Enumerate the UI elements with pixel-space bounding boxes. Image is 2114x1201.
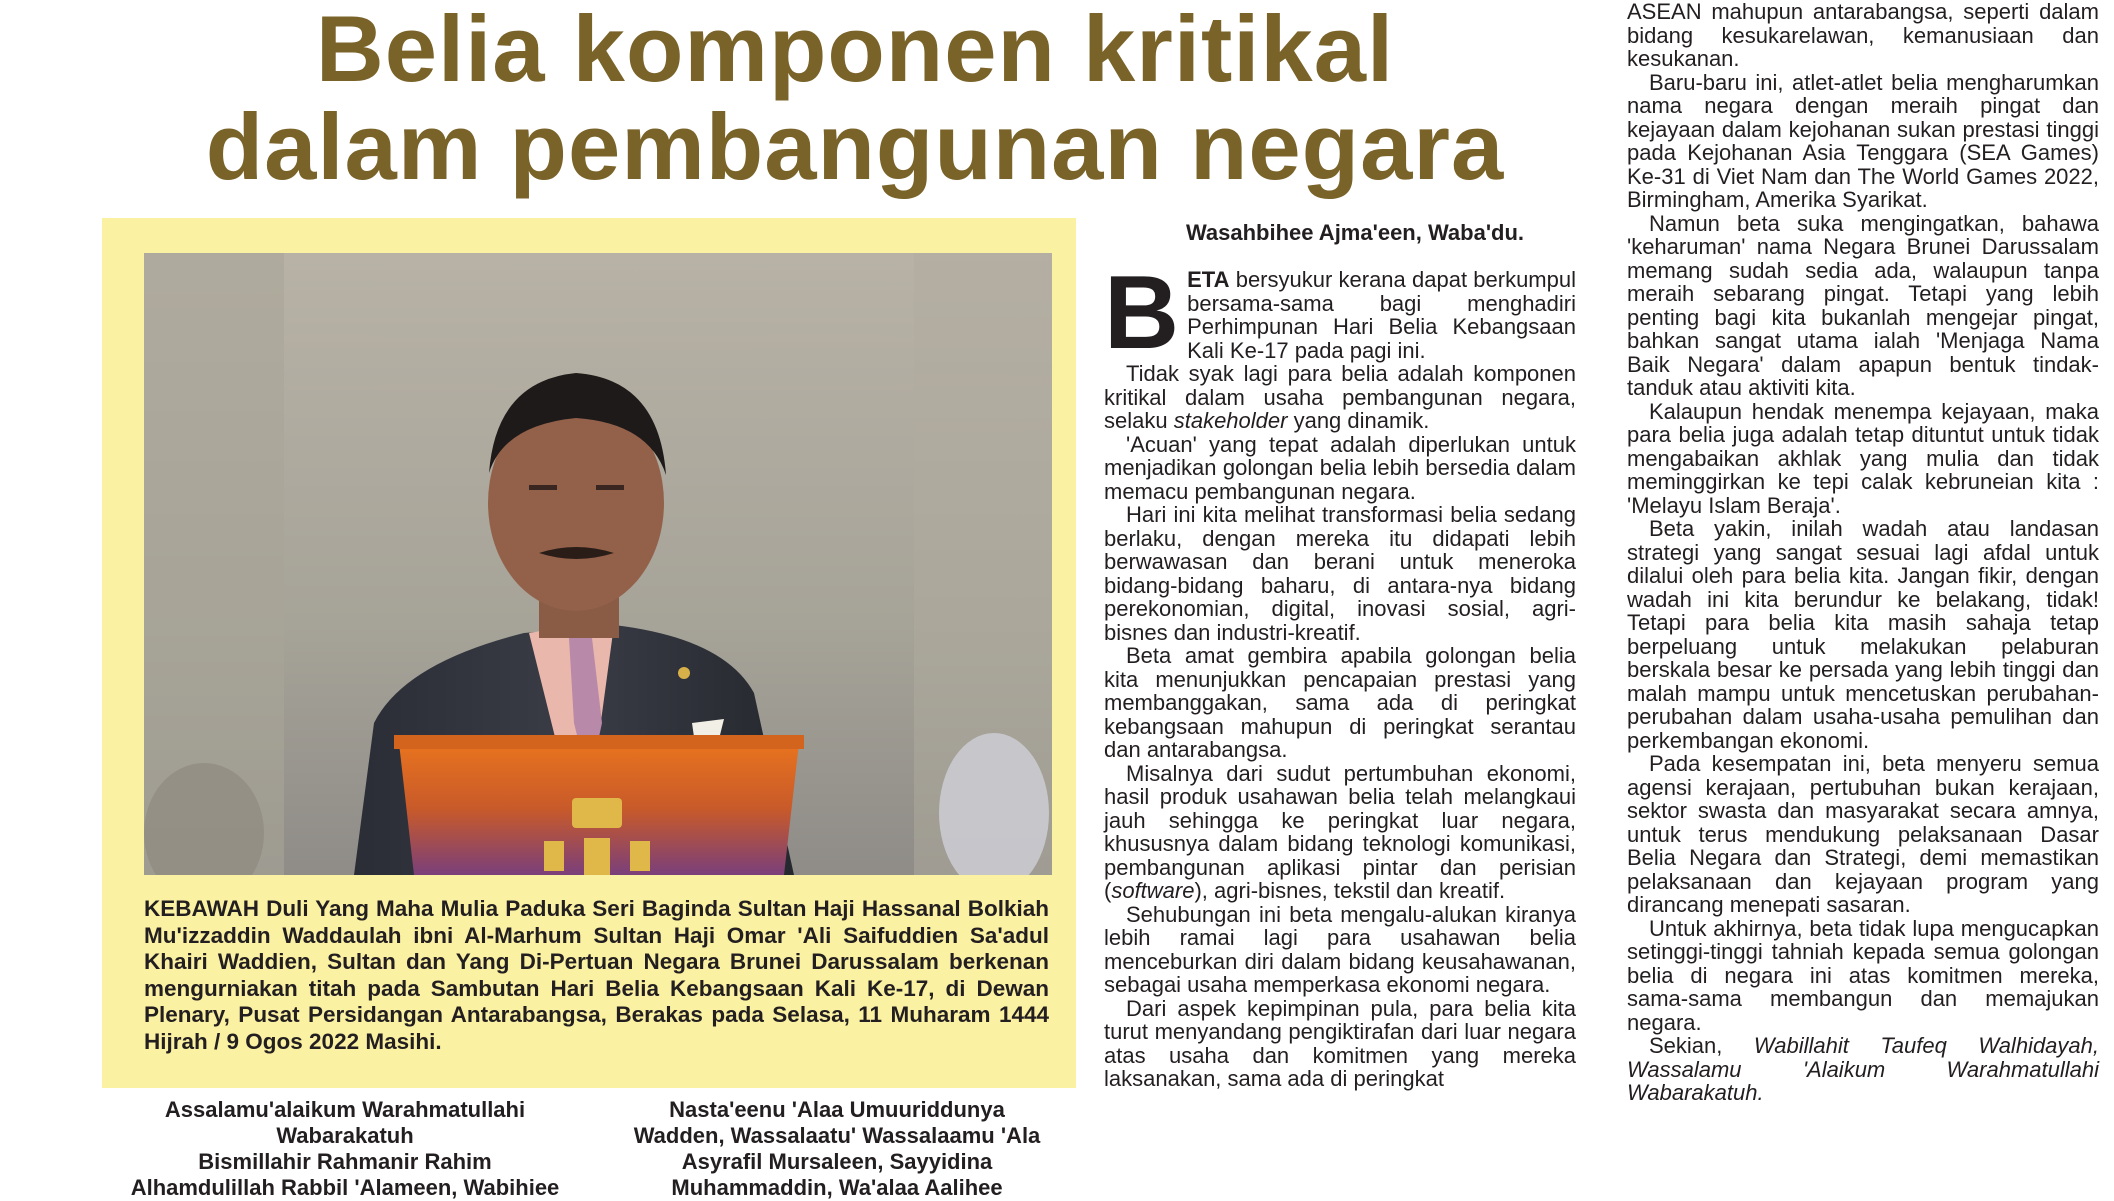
paragraph: Namun beta suka mengingatkan, bahawa 'keharuman' nama Negara Brunei Darussalam memang sudah sedia ada, walaupun tanpa meraih sebarang pingat. Tetapi yang lebih penting bagi kita bukanlah mengejar pingat, bahkan sangat utama ialah 'Menjaga Nama Baik Negara' dalam apapun bentuk tindak-tanduk atau aktiviti kita. [1627,210,2099,400]
paragraph: Untuk akhirnya, beta tidak lupa mengucapkan setinggi-tinggi tahniah kepada semua golongan belia di negara ini atas komitmen mereka, sama-sama membangun dan memajukan negara. [1627,915,2099,1035]
column-subhead: Wasahbihee Ajma'een, Waba'du. [1185,220,1525,245]
paragraph: Beta yakin, inilah wadah atau landasan strategi yang sangat sesuai lagi afdal untuk dilalui oleh para belia kita. Jangan fikir, dengan wadah ini kita berundur ke belakang, tidak! Tetapi para belia kita masih sahaja tetap berpeluang untuk melakukan pelaburan berskala besar ke persada yang lebih tinggi dan malah mampu untuk mencetuskan perubahan-perubahan dalam usaha-usaha pemulihan dan perkembangan ekonomi. [1627,516,2099,753]
drop-cap: B [1104,255,1180,371]
greeting-right-line-3: Asyrafil Mursaleen, Sayyidina [681,1149,993,1174]
photo-sultan-podium [144,253,1052,875]
paragraph-italic: Wabillahit Taufeq Walhidayah, Wassalamu 'Alaikum Warahmatullahi Wabarakatuh. [1627,1033,2099,1105]
greeting-right-line-4: Muhammaddin, Wa'alaa Aalihee [671,1175,1003,1200]
paragraph-text: Tidak syak lagi para belia adalah komponen kritikal dalam usaha pembangunan negara, selaku [1104,361,1576,433]
headline-line-1: Belia komponen kritikal [315,0,1395,101]
greeting-right-line-1: Nasta'eenu 'Alaa Umuuriddunya [669,1097,1005,1122]
paragraph-text: Misalnya dari sudut pertumbuhan ekonomi, hasil produk usahawan belia telah melangkaui jauh sehingga ke peringkat luar negara, khususnya dalam bidang teknologi komunikasi, pembangunan aplikasi pintar dan perisian ( [1104,760,1576,903]
photo-illustration [144,253,1052,875]
paragraph-lead: ETA [1187,267,1230,292]
photo-caption-box [102,218,1076,1088]
article-column-3 [1627,0,2099,1105]
greeting-left-line-2: Wabarakatuh [276,1123,414,1148]
paragraph: Sehubungan ini beta mengalu-alukan kiranya lebih ramai lagi para usahawan belia menceburkan diri dalam bidang keusahawanan, sebagai usaha memperkasa ekonomi negara. [1104,901,1576,997]
paragraph: 'Acuan' yang tepat adalah diperlukan untuk menjadikan golongan belia lebih bersedia dalam memacu pembangunan negara. [1104,431,1576,504]
article-column-2 [1104,255,1576,1091]
paragraph: Kalaupun hendak menempa kejayaan, maka para belia juga adalah tetap dituntut untuk tidak mengabaikan akhlak yang mulia dan tidak meminggirkan ke tepi calak kebruneian kita : 'Melayu Islam Beraja'. [1627,398,2099,518]
paragraph [1104,762,1576,903]
paragraph-text: ), agri-bisnes, tekstil dan kreatif. [1194,878,1506,903]
paragraph-text: Sekian, [1649,1033,1754,1058]
greeting-left [100,1097,590,1201]
paragraph-text: bersyukur kerana dapat berkumpul bersama-sama bagi menghadiri Perhimpunan Hari Belia Kebangsaan Kali Ke-17 pada pagi ini. [1187,267,1576,363]
greeting-left-line-3: Bismillahir Rahmanir Rahim [198,1149,492,1174]
paragraph [1104,255,1576,371]
paragraph [1627,1034,2099,1105]
greeting-right [612,1097,1062,1201]
paragraph: Beta amat gembira apabila golongan belia kita menunjukkan pencapaian prestasi yang membanggakan, sama ada di peringkat kebangsaan mahupun di peringkat serantau dan antarabangsa. [1104,643,1576,762]
photo-caption: KEBAWAH Duli Yang Maha Mulia Paduka Seri Baginda Sultan Haji Hassanal Bolkiah Mu'izzaddin Waddaulah ibni Al-Marhum Sultan Haji Omar 'Ali Saifuddien Sa'adul Khairi Waddien, Sultan dan Yang Di-Pertuan Negara Brunei Darussalam berkenan mengurniakan titah pada Sambutan Hari Belia Kebangsaan Kali Ke-17, di Dewan Plenary, Pusat Persidangan Antarabangsa, Berakas pada Selasa, 11 Muharam 1444 Hijrah / 9 Ogos 2022 Masihi. [144,896,1049,1054]
paragraph: Hari ini kita melihat transformasi belia sedang berlaku, dengan mereka itu didapati lebih berwawasan dan berani untuk meneroka bidang-bidang baharu, di antara-nya bidang perekonomian, digital, inovasi sosial, agri-bisnes dan industri-kreatif. [1104,502,1576,645]
paragraph: Dari aspek kepimpinan pula, para belia kita turut menyandang pengiktirafan dari luar negara atas usaha dan komitmen yang mereka laksanakan, sama ada di peringkat [1104,995,1576,1091]
headline [105,0,1605,199]
greeting-right-line-2: Wadden, Wassalaatu' Wassalaamu 'Ala [633,1123,1041,1148]
greeting-left-line-4: Alhamdulillah Rabbil 'Alameen, Wabihiee [130,1175,560,1200]
paragraph [1104,362,1576,433]
paragraph-italic: stakeholder [1173,408,1288,433]
paragraph-italic: software [1111,878,1195,903]
greeting-left-line-1: Assalamu'alaikum Warahmatullahi [164,1097,526,1122]
paragraph: Pada kesempatan ini, beta menyeru semua agensi kerajaan, pertubuhan bukan kerajaan, sektor swasta dan masyarakat secara amnya, untuk terus mendukung pelaksanaan Dasar Belia Negara dan Strategi, demi memastikan pelaksanaan dan kejayaan program yang dirancang menepati sasaran. [1627,751,2099,917]
headline-line-2: dalam pembangunan negara [205,94,1505,199]
paragraph: ASEAN mahupun antarabangsa, seperti dalam bidang kesukarelawan, kemanusiaan dan kesukanan. [1627,0,2099,71]
paragraph: Baru-baru ini, atlet-atlet belia mengharumkan nama negara dengan meraih pingat dan kejayaan dalam kejohanan sukan prestasi tinggi pada Kejohanan Asia Tenggara (SEA Games) Ke-31 di Viet Nam dan The World Games 2022, Birmingham, Amerika Syarikat. [1627,69,2099,212]
paragraph-text: yang dinamik. [1287,408,1430,433]
